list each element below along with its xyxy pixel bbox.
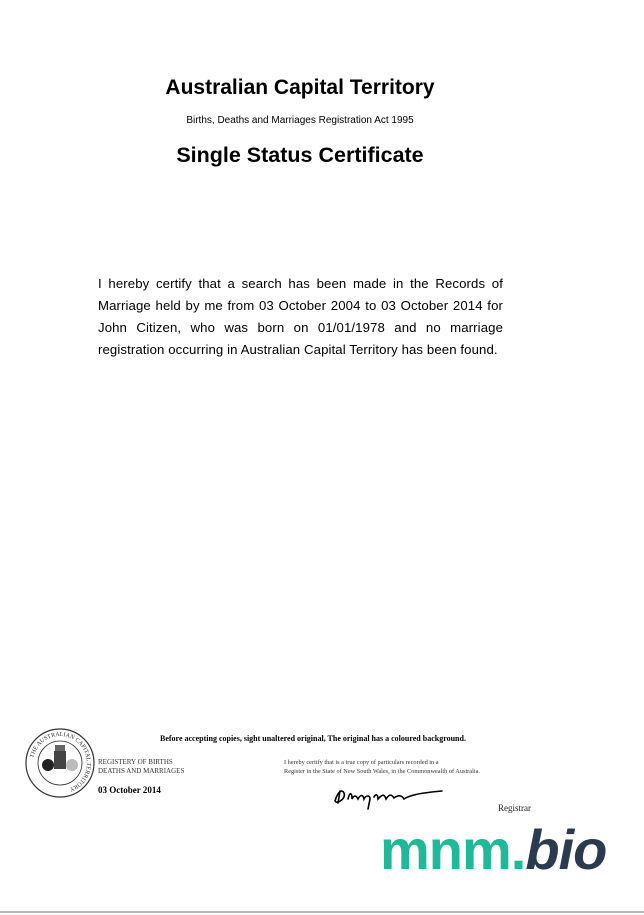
certification-text: I hereby certify that a search has been made in the Records of Marriage held by me from 03 October 2004 to 03 October 2014 for John Citizen, who was born on 01/01/1978 and no marriage registration occurring in Australian Capital Territory has been found. [98, 276, 503, 357]
watermark-part-1: mnm. [380, 818, 526, 881]
territory-heading: Australian Capital Territory [165, 76, 435, 99]
issue-date: 03 October 2014 [98, 785, 161, 795]
true-copy-statement [284, 758, 480, 776]
certify-line-2: Register in the State of New South Wales, in the Commonwealth of Australia. [284, 768, 480, 775]
watermark-part-2: bio [525, 818, 607, 881]
registry-name [98, 758, 184, 776]
page-divider [0, 911, 644, 913]
certificate-title: Single Status Certificate [176, 143, 424, 167]
registry-line-2: DEATHS AND MARRIAGES [98, 767, 185, 775]
registry-line-1: REGISTERY OF BIRTHS [98, 758, 173, 766]
registrar-label: Registrar [498, 803, 531, 813]
registrar-signature [330, 783, 450, 818]
act-subtitle: Births, Deaths and Marriages Registration Act 1995 [186, 115, 414, 126]
warning-note: Before accepting copies, sight unaltered original, The original has a coloured background. [160, 734, 466, 743]
svg-text:THE AUSTRALIAN CAPITAL TERRITO: THE AUSTRALIAN CAPITAL TERRITORY [29, 731, 92, 793]
seal-icon [24, 727, 96, 804]
certify-line-1: I hereby certify that is a true copy of particulars recorded in a [284, 759, 439, 766]
mnm-bio-watermark [380, 818, 606, 882]
